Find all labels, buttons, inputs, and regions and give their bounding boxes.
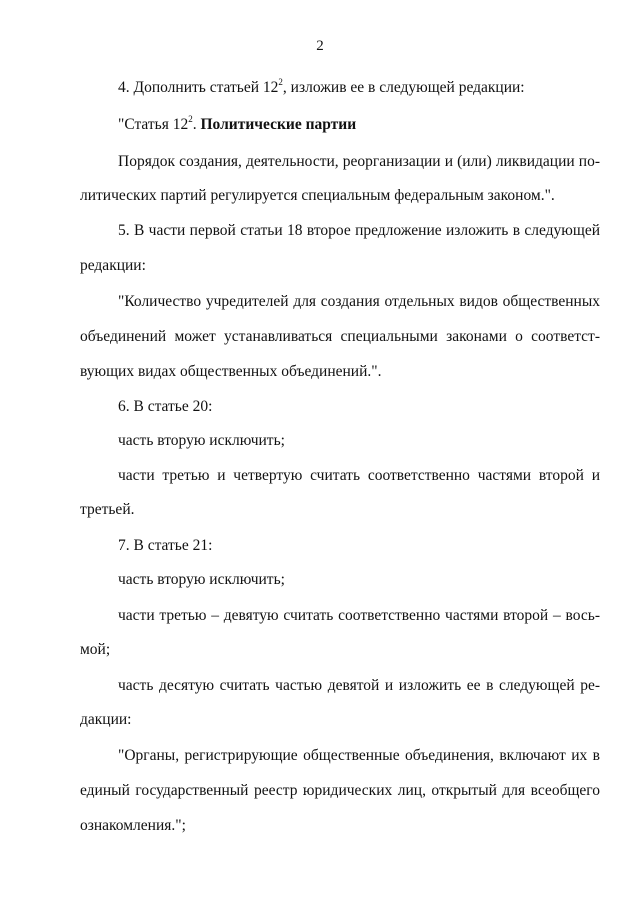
item7-quote-line2: единый государственный реестр юридических лиц, открытый для всеобщего	[80, 782, 600, 799]
item7-line2: часть вторую исключить;	[118, 571, 285, 588]
item7-line1: 7. В статье 21:	[118, 537, 213, 554]
item5-quote-line1: "Количество учредителей для создания отдельных видов общественных	[118, 293, 600, 310]
item4-heading	[118, 78, 525, 98]
item5-quote-line3: вующих видах общественных объединений.".	[80, 363, 382, 380]
article-title: Политические партии	[200, 116, 357, 133]
article-para-line2: литических партий регулируется специальным федеральным законом.".	[80, 187, 555, 204]
item4-text: 4. Дополнить статьей 12	[118, 79, 279, 96]
item7-quote-line1: "Органы, регистрирующие общественные объединения, включают их в	[118, 747, 600, 764]
item5-line1: 5. В части первой статьи 18 второе предложение изложить в следующей	[118, 222, 600, 239]
item6-line2: часть вторую исключить;	[118, 432, 285, 449]
item6-line4: третьей.	[80, 501, 135, 518]
article-dot: .	[192, 116, 201, 133]
item4-text-after: , изложив ее в следующей редакции:	[282, 79, 525, 96]
article-heading	[118, 115, 356, 135]
item6-line3: части третью и четвертую считать соответственно частями второй и	[118, 467, 600, 484]
item7-line3: части третью – девятую считать соответственно частями второй – вось-	[118, 607, 600, 624]
item7-line6: дакции:	[80, 711, 132, 728]
article-prefix: "Статья 12	[118, 116, 189, 133]
item7-line4: мой;	[80, 641, 111, 658]
page-number: 2	[316, 38, 324, 54]
article-sup: 2	[188, 114, 193, 124]
item7-quote-line3: ознакомления.";	[80, 817, 186, 834]
item5-line2: редакции:	[80, 257, 146, 274]
item4-sup: 2	[278, 77, 283, 87]
item5-quote-line2: объединений может устанавливаться специальными законами о соответст-	[80, 328, 600, 345]
item7-line5: часть десятую считать частью девятой и изложить ее в следующей ре-	[118, 677, 600, 694]
article-para-line1: Порядок создания, деятельности, реорганизации и (или) ликвидации по-	[118, 153, 600, 170]
item6-line1: 6. В статье 20:	[118, 398, 213, 415]
